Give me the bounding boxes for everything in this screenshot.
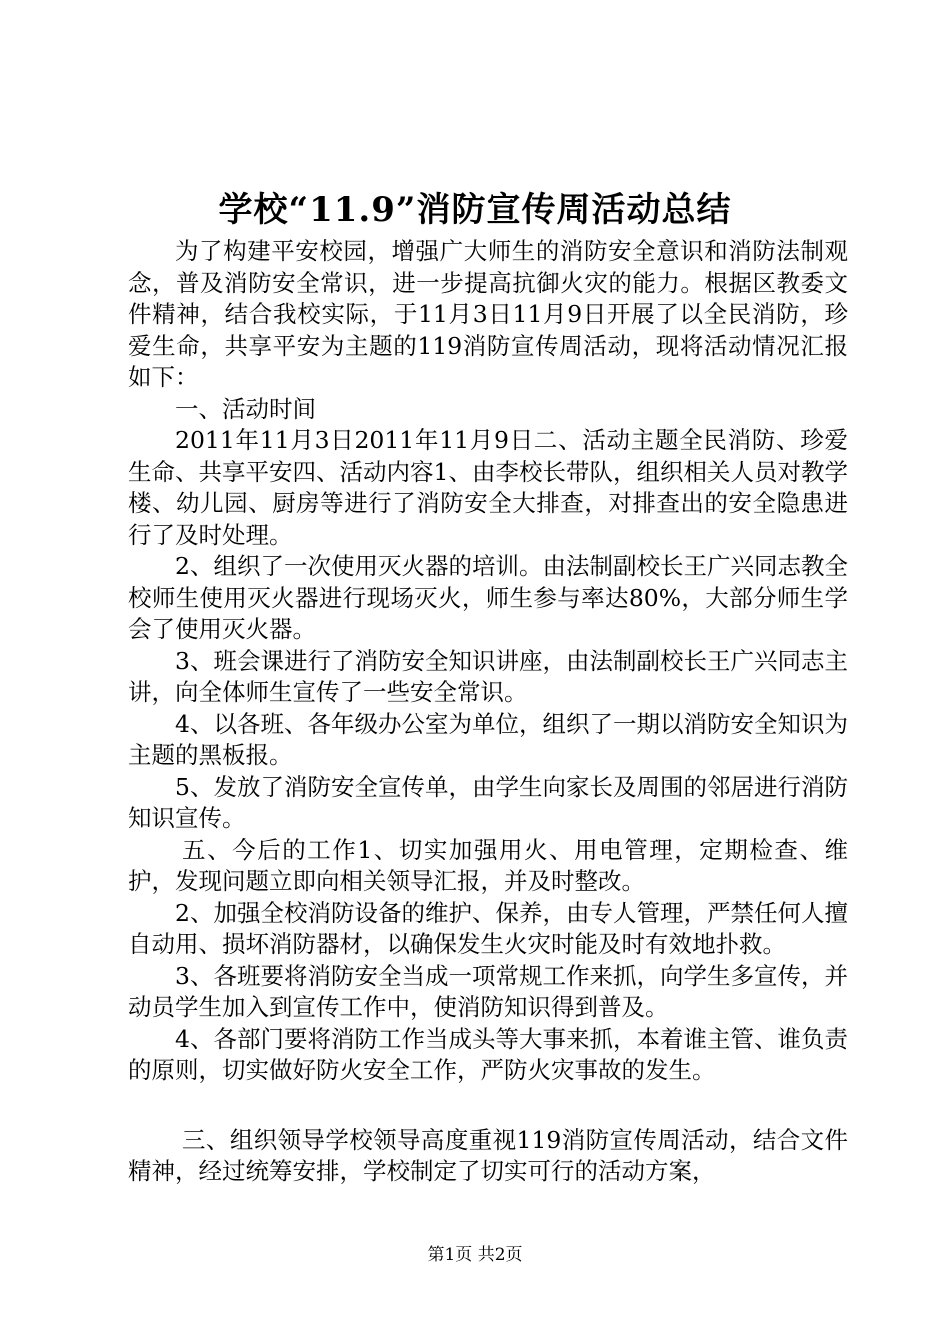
paragraph-section-heading: 一、活动时间 — [175, 394, 316, 423]
paragraph-future-work: 五、今后的工作1、切实加强用火、用电管理，定期检查、维护，发现问题立即向相关领导汇报，并及时整改。 — [128, 835, 848, 895]
paragraph-item-5: 5、发放了消防安全宣传单，由学生向家长及周围的邻居进行消防知识宣传。 — [128, 772, 848, 832]
paragraph-organization: 三、组织领导学校领导高度重视119消防宣传周活动，结合文件精神，经过统筹安排，学校制定了切实可行的活动方案， — [128, 1125, 848, 1185]
document-title: 学校“11.9”消防宣传周活动总结 — [218, 190, 732, 230]
paragraph-item-2: 2、组织了一次使用灭火器的培训。由法制副校长王广兴同志教全校师生使用灭火器进行现场灭火，师生参与率达80%，大部分师生学会了使用灭火器。 — [128, 552, 848, 643]
paragraph-spacer — [128, 1087, 848, 1125]
paragraph-activity-time: 2011年11月3日2011年11月9日二、活动主题全民消防、珍爱生命、共享平安四、活动内容1、由李校长带队，组织相关人员对教学楼、幼儿园、厨房等进行了消防安全大排查，对排查出的安全隐患进行了及时处理。 — [128, 426, 848, 549]
page-footer: 第1页 共2页 — [427, 1245, 523, 1265]
paragraph-future-item-4: 4、各部门要将消防工作当成头等大事来抓，本着谁主管、谁负责的原则，切实做好防火安全工作，严防火灾事故的发生。 — [128, 1024, 848, 1084]
paragraph-future-item-2: 2、加强全校消防设备的维护、保养，由专人管理，严禁任何人擅自动用、损坏消防器材，以确保发生火灾时能及时有效地扑救。 — [128, 898, 848, 958]
paragraph-item-4: 4、以各班、各年级办公室为单位，组织了一期以消防安全知识为主题的黑板报。 — [128, 709, 848, 769]
paragraph-intro: 为了构建平安校园，增强广大师生的消防安全意识和消防法制观念，普及消防安全常识，进一步提高抗御火灾的能力。根据区教委文件精神，结合我校实际，于11月3日11月9日开展了以全民消防，珍爱生命，共享平安为主题的119消防宣传周活动，现将活动情况汇报如下： — [128, 237, 848, 391]
paragraph-future-item-3: 3、各班要将消防安全当成一项常规工作来抓，向学生多宣传，并动员学生加入到宣传工作中，使消防知识得到普及。 — [128, 961, 848, 1021]
document-body — [128, 236, 848, 1188]
paragraph-item-3: 3、班会课进行了消防安全知识讲座，由法制副校长王广兴同志主讲，向全体师生宣传了一些安全常识。 — [128, 646, 848, 706]
